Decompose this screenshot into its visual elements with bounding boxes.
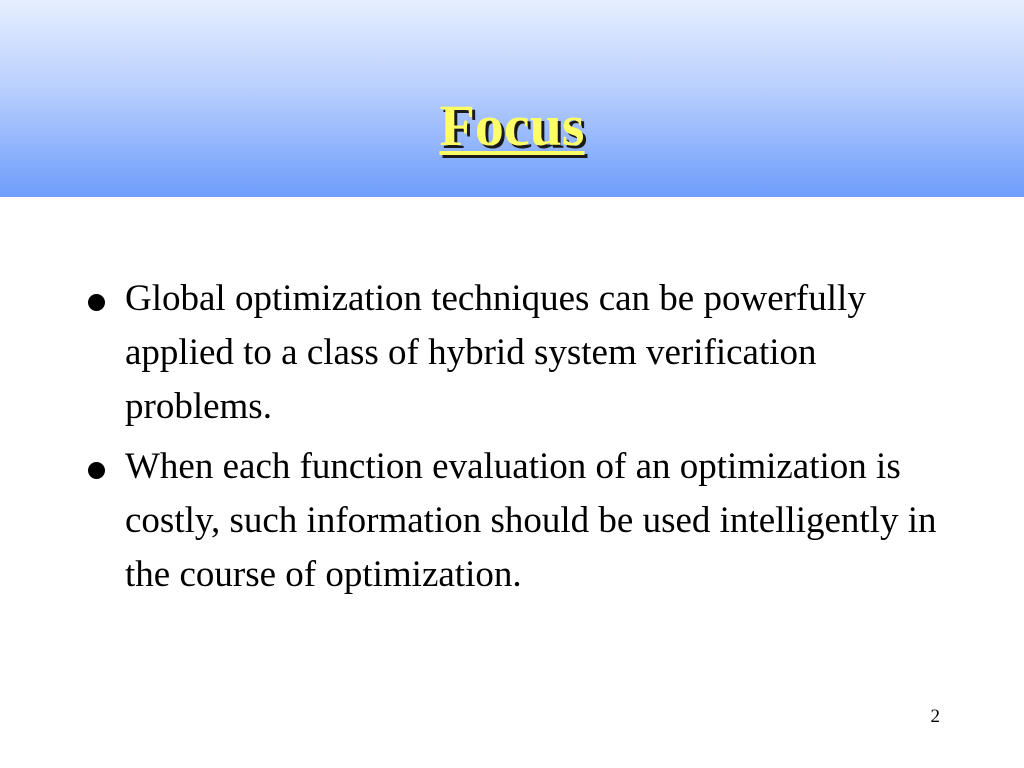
bullet-item	[88, 440, 948, 602]
bullet-dot-icon	[88, 462, 105, 479]
bullet-item	[88, 272, 948, 434]
bullet-dot-icon	[88, 294, 105, 311]
slide-title: Focus	[439, 93, 585, 158]
bullet-text: When each function evaluation of an optimization is costly, such information should be used intelligently in the course of optimization.	[125, 446, 937, 595]
bullet-text: Global optimization techniques can be powerfully applied to a class of hybrid system verification problems.	[125, 278, 866, 427]
page-number: 2	[930, 706, 940, 727]
bullet-list	[88, 272, 948, 608]
